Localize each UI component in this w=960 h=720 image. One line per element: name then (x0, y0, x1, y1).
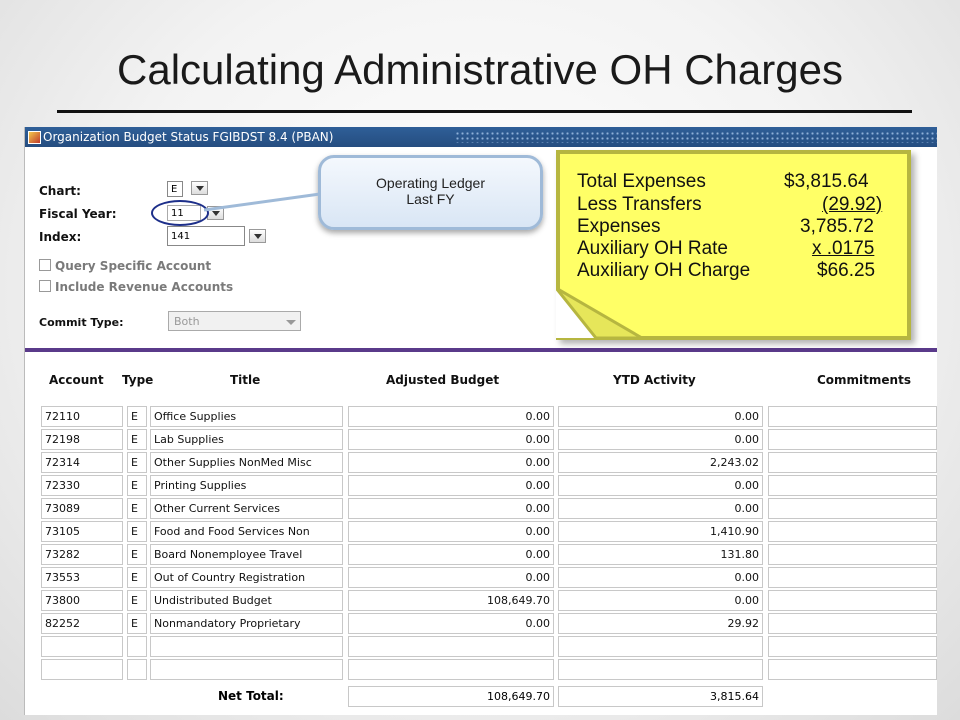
table-row (41, 613, 937, 634)
net-total-budget: 108,649.70 (348, 686, 554, 707)
table-row (41, 452, 937, 473)
table-row (41, 544, 937, 565)
col-header-adjusted-budget: Adjusted Budget (386, 373, 500, 387)
query-specific-account-label: Query Specific Account (55, 259, 212, 273)
include-revenue-accounts-checkbox[interactable] (39, 280, 233, 294)
table-row (41, 659, 937, 680)
titlebar-pattern (455, 131, 937, 143)
cell-title[interactable]: Nonmandatory Proprietary (150, 613, 343, 634)
table-row (41, 636, 937, 657)
table-row (41, 429, 937, 450)
cell-commitments[interactable] (768, 429, 937, 450)
cell-budget[interactable]: 0.00 (348, 498, 554, 519)
cell-title[interactable]: Other Current Services (150, 498, 343, 519)
note-value-oh-charge: $66.25 (817, 260, 876, 281)
cell-type[interactable]: E (127, 498, 147, 519)
cell-commitments[interactable] (768, 475, 937, 496)
cell-account[interactable]: 72330 (41, 475, 123, 496)
note-value-expenses: 3,785.72 (800, 216, 874, 237)
cell-commitments[interactable] (768, 636, 937, 657)
cell-commitments[interactable] (768, 544, 937, 565)
cell-type[interactable]: E (127, 452, 147, 473)
note-label-expenses: Expenses (577, 216, 661, 237)
cell-title[interactable]: Lab Supplies (150, 429, 343, 450)
cell-commitments[interactable] (768, 613, 937, 634)
callout-line-2: Last FY (406, 191, 455, 207)
cell-title[interactable]: Out of Country Registration (150, 567, 343, 588)
commit-type-label: Commit Type: (39, 316, 124, 329)
commit-type-value: Both (174, 315, 200, 328)
cell-type[interactable] (127, 636, 147, 657)
section-divider (25, 348, 937, 352)
fiscal-year-field[interactable]: 11 (167, 205, 201, 221)
cell-type[interactable]: E (127, 521, 147, 542)
window-titlebar (25, 127, 937, 147)
cell-title[interactable]: Office Supplies (150, 406, 343, 427)
cell-ytd[interactable]: 0.00 (558, 475, 763, 496)
operating-ledger-callout (318, 155, 543, 230)
table-row (41, 498, 937, 519)
commit-type-select[interactable] (168, 311, 301, 331)
callout-line-1: Operating Ledger (376, 175, 485, 191)
cell-account[interactable] (41, 636, 123, 657)
cell-commitments[interactable] (768, 406, 937, 427)
chart-field[interactable]: E (167, 181, 183, 197)
cell-title[interactable]: Other Supplies NonMed Misc (150, 452, 343, 473)
cell-type[interactable]: E (127, 567, 147, 588)
chevron-down-icon (286, 320, 296, 325)
note-value-oh-rate: x .0175 (812, 238, 875, 259)
query-specific-account-checkbox[interactable] (39, 259, 211, 273)
cell-type[interactable]: E (127, 613, 147, 634)
cell-title[interactable]: Food and Food Services Non (150, 521, 343, 542)
cell-account[interactable]: 73800 (41, 590, 123, 611)
cell-ytd[interactable]: 131.80 (558, 544, 763, 565)
cell-budget[interactable]: 0.00 (348, 452, 554, 473)
col-header-account: Account (49, 373, 104, 387)
checkbox-box[interactable] (39, 280, 51, 292)
slide-title: Calculating Administrative OH Charges (117, 46, 843, 93)
cell-ytd[interactable]: 1,410.90 (558, 521, 763, 542)
note-label-oh-charge: Auxiliary OH Charge (577, 260, 751, 281)
chart-label: Chart: (39, 184, 81, 198)
cell-budget[interactable]: 0.00 (348, 429, 554, 450)
col-header-commitments: Commitments (817, 373, 911, 387)
cell-budget[interactable]: 0.00 (348, 613, 554, 634)
cell-budget[interactable]: 0.00 (348, 567, 554, 588)
cell-account[interactable]: 72110 (41, 406, 123, 427)
table-row (41, 590, 937, 611)
cell-account[interactable]: 72314 (41, 452, 123, 473)
include-revenue-accounts-label: Include Revenue Accounts (55, 280, 234, 294)
cell-budget[interactable]: 0.00 (348, 521, 554, 542)
cell-ytd[interactable] (558, 636, 763, 657)
cell-account[interactable]: 72198 (41, 429, 123, 450)
cell-title[interactable]: Board Nonemployee Travel (150, 544, 343, 565)
app-icon (28, 131, 41, 144)
cell-commitments[interactable] (768, 452, 937, 473)
cell-budget[interactable] (348, 659, 554, 680)
callout-pointer (204, 190, 322, 214)
cell-budget[interactable] (348, 636, 554, 657)
net-total-ytd: 3,815.64 (558, 686, 763, 707)
cell-account[interactable]: 73282 (41, 544, 123, 565)
table-row (41, 567, 937, 588)
window-title: Organization Budget Status FGIBDST 8.4 (PBAN) (43, 130, 334, 144)
cell-title[interactable] (150, 636, 343, 657)
cell-ytd[interactable]: 0.00 (558, 498, 763, 519)
table-row (41, 475, 937, 496)
cell-commitments[interactable] (768, 659, 937, 680)
fiscal-year-highlight-ring (151, 200, 209, 226)
col-header-ytd-activity: YTD Activity (613, 373, 696, 387)
cell-ytd[interactable]: 2,243.02 (558, 452, 763, 473)
col-header-type: Type (122, 373, 154, 387)
cell-ytd[interactable] (558, 659, 763, 680)
cell-title[interactable]: Printing Supplies (150, 475, 343, 496)
cell-ytd[interactable]: 0.00 (558, 406, 763, 427)
table-row (41, 406, 937, 427)
cell-type[interactable]: E (127, 406, 147, 427)
calculation-sticky-note (556, 150, 911, 340)
cell-ytd[interactable]: 0.00 (558, 429, 763, 450)
checkbox-box[interactable] (39, 259, 51, 271)
cell-account[interactable]: 73089 (41, 498, 123, 519)
cell-commitments[interactable] (768, 521, 937, 542)
note-curl (556, 288, 646, 340)
table-row (41, 521, 937, 542)
cell-title[interactable]: Undistributed Budget (150, 590, 343, 611)
index-field[interactable]: 141 (167, 226, 245, 246)
cell-type[interactable]: E (127, 475, 147, 496)
cell-commitments[interactable] (768, 567, 937, 588)
index-label: Index: (39, 230, 82, 244)
title-underline (57, 110, 912, 113)
cell-type[interactable]: E (127, 544, 147, 565)
cell-account[interactable]: 82252 (41, 613, 123, 634)
note-label-oh-rate: Auxiliary OH Rate (577, 238, 728, 259)
cell-account[interactable]: 73553 (41, 567, 123, 588)
note-label-total-expenses: Total Expenses (577, 171, 706, 192)
cell-ytd[interactable]: 29.92 (558, 613, 763, 634)
note-value-total-expenses: $3,815.64 (784, 171, 869, 192)
cell-ytd[interactable]: 0.00 (558, 567, 763, 588)
net-total-label: Net Total: (218, 689, 284, 703)
index-dropdown-button[interactable] (249, 229, 266, 243)
cell-budget[interactable]: 0.00 (348, 544, 554, 565)
cell-budget[interactable]: 0.00 (348, 406, 554, 427)
cell-commitments[interactable] (768, 498, 937, 519)
note-value-less-transfers: (29.92) (822, 194, 883, 215)
cell-type[interactable]: E (127, 590, 147, 611)
cell-ytd[interactable]: 0.00 (558, 590, 763, 611)
col-header-title: Title (230, 373, 261, 387)
cell-commitments[interactable] (768, 590, 937, 611)
cell-account[interactable] (41, 659, 123, 680)
cell-account[interactable]: 73105 (41, 521, 123, 542)
cell-budget[interactable]: 0.00 (348, 475, 554, 496)
cell-type[interactable]: E (127, 429, 147, 450)
note-label-less-transfers: Less Transfers (577, 194, 702, 215)
fiscal-year-label: Fiscal Year: (39, 207, 117, 221)
cell-type[interactable] (127, 659, 147, 680)
cell-budget[interactable]: 108,649.70 (348, 590, 554, 611)
cell-title[interactable] (150, 659, 343, 680)
